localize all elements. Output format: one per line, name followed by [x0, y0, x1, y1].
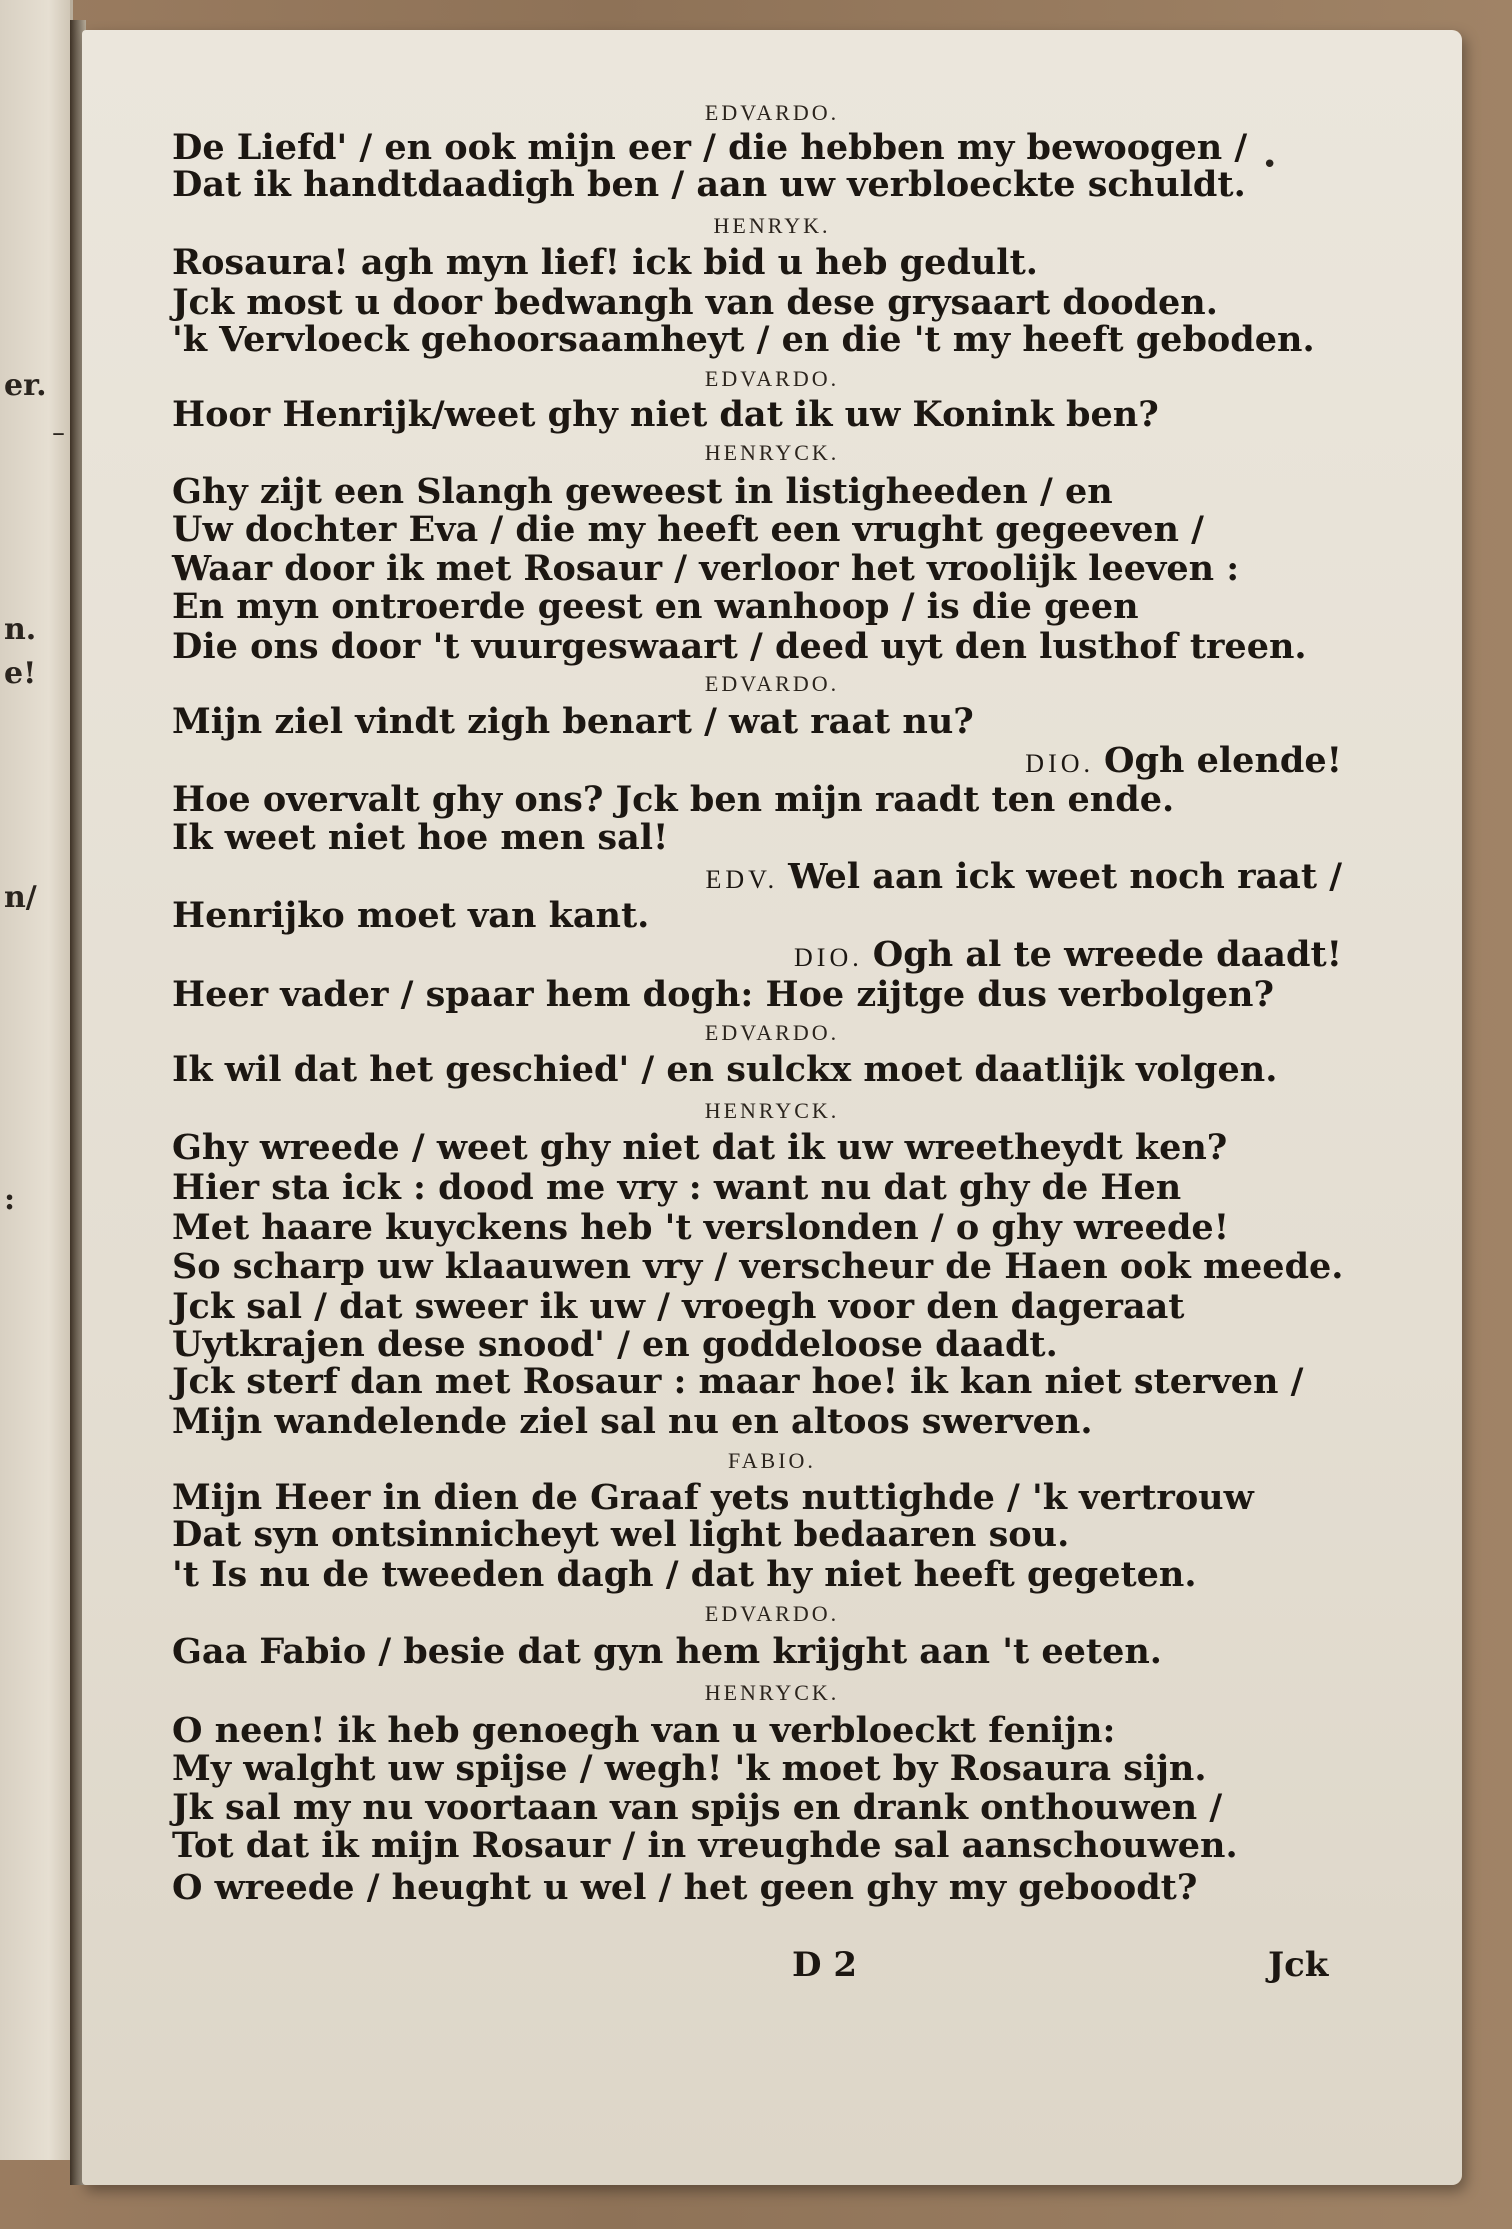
speaker-heading: EDVARDO. — [704, 671, 840, 696]
verse-line: De Liefd' / en ook mijn eer / die hebben my bewoogen / — [172, 127, 1248, 168]
verse-line: Uytkrajen dese snood' / en goddeloose daadt. — [172, 1324, 1058, 1365]
left-page-edge — [0, 0, 73, 2160]
left-page-fragment: n/ — [4, 880, 37, 915]
left-page-fragment: : — [4, 1182, 16, 1217]
speaker-heading: EDVARDO. — [704, 366, 840, 391]
verse-line: Ik weet niet hoe men sal! — [172, 817, 669, 858]
verse-line: My walght uw spijse / wegh! 'k moet by Rosaura sijn. — [172, 1748, 1207, 1789]
verse-line: Met haare kuyckens heb 't verslonden / o ghy wreede! — [172, 1207, 1230, 1248]
speaker-heading: HENRYK. — [713, 213, 831, 238]
verse-line: Mijn Heer in dien de Graaf yets nuttighde / 'k vertrouw — [172, 1477, 1254, 1518]
verse-line-continued — [705, 857, 1342, 900]
verse-line: O wreede / heught u wel / het geen ghy my geboodt? — [172, 1866, 1198, 1908]
verse-line: Jck most u door bedwangh van dese grysaart dooden. — [172, 282, 1218, 323]
verse-line: Jk sal my nu voortaan van spijs en drank onthouwen / — [172, 1787, 1223, 1828]
speaker-heading: HENRYCK. — [704, 1680, 840, 1705]
verse-line-continued — [1025, 741, 1342, 784]
signature-mark: D 2 — [792, 1945, 857, 1985]
verse-line: Waar door ik met Rosaur / verloor het vroolijk leeven : — [172, 548, 1240, 589]
verse-line: Heer vader / spaar hem dogh: Hoe zijtge dus verbolgen? — [172, 974, 1274, 1015]
verse-text: Ogh al te wreede daadt! — [872, 934, 1342, 975]
verse-line: Rosaura! agh myn lief! ick bid u heb gedult. — [172, 242, 1038, 283]
verse-line: Hoe overvalt ghy ons? Jck ben mijn raadt ten ende. — [172, 779, 1175, 820]
verse-line-continued — [794, 935, 1342, 978]
speaker-heading: EDVARDO. — [704, 1020, 840, 1045]
inline-speaker: DIO. — [1025, 749, 1095, 778]
verse-line: Jck sal / dat sweer ik uw / vroegh voor den dageraat — [172, 1286, 1185, 1327]
verse-line: 'k Vervloeck gehoorsaamheyt / en die 't my heeft geboden. — [172, 319, 1315, 360]
margin-mark: • — [1262, 150, 1278, 180]
speaker-heading: HENRYCK. — [704, 440, 840, 465]
verse-line: 't Is nu de tweeden dagh / dat hy niet heeft gegeten. — [172, 1554, 1197, 1595]
verse-line: Hier sta ick : dood me vry : want nu dat ghy de Hen — [172, 1167, 1182, 1208]
left-page-fragment: e! — [4, 656, 37, 691]
verse-line: Uw dochter Eva / die my heeft een vrught gegeeven / — [172, 509, 1204, 550]
speaker-heading: HENRYCK. — [704, 1098, 840, 1123]
verse-line: So scharp uw klaauwen vry / verscheur de Haen ook meede. — [172, 1246, 1344, 1287]
verse-line: Dat ik handtdaadigh ben / aan uw verbloeckte schuldt. — [172, 164, 1246, 205]
verse-line: Dat syn ontsinnicheyt wel light bedaaren sou. — [172, 1514, 1070, 1555]
verse-line: Mijn ziel vindt zigh benart / wat raat nu? — [172, 701, 974, 742]
inline-speaker: EDV. — [705, 865, 779, 894]
verse-line: Die ons door 't vuurgeswaart / deed uyt den lusthof treen. — [172, 626, 1307, 667]
margin-mark: – — [52, 418, 65, 448]
inline-speaker: DIO. — [794, 943, 863, 972]
verse-line: Tot dat ik mijn Rosaur / in vreughde sal aanschouwen. — [172, 1825, 1238, 1866]
verse-line: En myn ontroerde geest en wanhoop / is die geen — [172, 586, 1139, 627]
verse-line: Ik wil dat het geschied' / en sulckx moet daatlijk volgen. — [172, 1049, 1278, 1090]
left-page-fragment: er. — [4, 368, 47, 403]
verse-line: Mijn wandelende ziel sal nu en altoos swerven. — [172, 1401, 1093, 1442]
catchword: Jck — [1268, 1945, 1329, 1985]
verse-line: Ghy wreede / weet ghy niet dat ik uw wreetheydt ken? — [172, 1127, 1228, 1168]
verse-line: Henrijko moet van kant. — [172, 895, 650, 936]
verse-line: Gaa Fabio / besie dat gyn hem krijght aan 't eeten. — [172, 1631, 1162, 1672]
verse-line: Jck sterf dan met Rosaur : maar hoe! ik kan niet sterven / — [172, 1361, 1304, 1402]
speaker-heading: FABIO. — [728, 1448, 816, 1473]
speaker-heading: EDVARDO. — [704, 1601, 840, 1626]
verse-text: Wel aan ick weet noch raat / — [788, 856, 1342, 897]
verse-line: O neen! ik heb genoegh van u verbloeckt fenijn: — [172, 1710, 1116, 1751]
verse-line: Hoor Henrijk/weet ghy niet dat ik uw Konink ben? — [172, 394, 1159, 435]
left-page-fragment: n. — [4, 612, 37, 647]
speaker-heading: EDVARDO. — [704, 100, 840, 125]
book-page — [52, 30, 1462, 2185]
verse-text: Ogh elende! — [1104, 740, 1342, 781]
verse-line: Ghy zijt een Slangh geweest in listigheeden / en — [172, 471, 1113, 512]
